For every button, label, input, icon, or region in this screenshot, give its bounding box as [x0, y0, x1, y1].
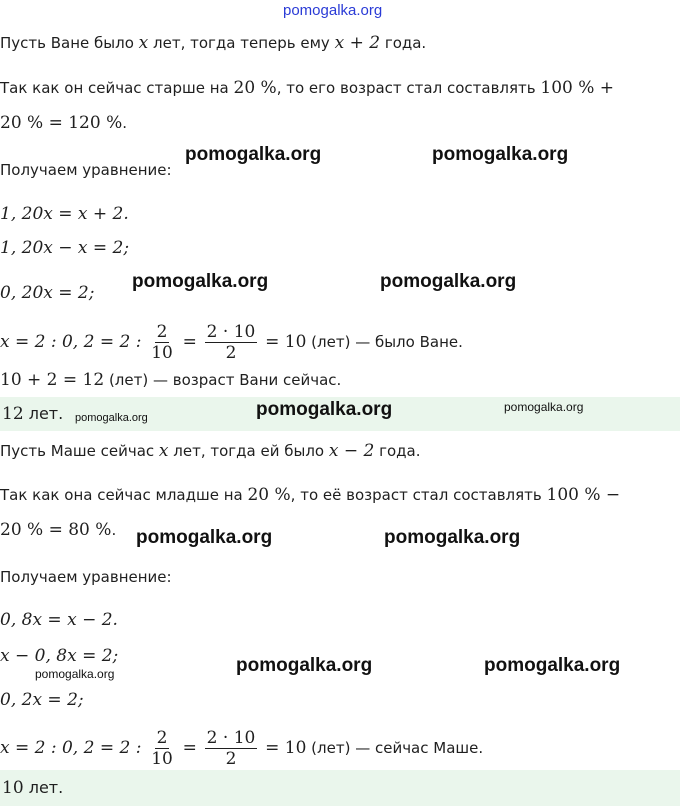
- math-result: = 10: [265, 738, 307, 758]
- answer-text: [2, 404, 63, 424]
- problem2-answer: [0, 770, 680, 806]
- text: Так как он сейчас старше на: [0, 79, 234, 97]
- problem1-statement-line3: [0, 113, 127, 133]
- numerator: 2: [156, 322, 168, 342]
- watermark: pomogalka.org: [432, 144, 569, 165]
- watermark: pomogalka.org: [484, 655, 621, 676]
- problem2-equation-heading: Получаем уравнение:: [0, 568, 172, 586]
- math-percent: 20 %: [247, 485, 291, 505]
- answer-text: [2, 778, 63, 798]
- math-eq: =: [182, 332, 197, 352]
- text: Так как она сейчас младше на: [0, 486, 248, 504]
- problem1-statement-line1: [0, 33, 426, 53]
- watermark: pomogalka.org: [136, 527, 273, 548]
- problem1-equation-heading: Получаем уравнение:: [0, 161, 172, 179]
- math-eq: =: [182, 738, 197, 758]
- problem2-statement-line1: [0, 441, 421, 461]
- denominator: 2: [225, 749, 237, 769]
- watermark: pomogalka.org: [256, 399, 393, 420]
- math-expr: x + 2: [334, 33, 381, 53]
- math-expr: x = 2 : 0, 2 = 2 :: [0, 738, 142, 758]
- text: , то его возраст стал составлять: [276, 79, 541, 97]
- numerator: 2 · 10: [206, 728, 256, 748]
- text: года.: [380, 34, 427, 52]
- denominator: 10: [151, 343, 173, 363]
- watermark: pomogalka.org: [75, 412, 148, 424]
- text: .: [111, 521, 117, 539]
- numerator: 2 · 10: [206, 322, 256, 342]
- fraction: [205, 322, 258, 363]
- problem1-eq5: [0, 370, 341, 390]
- problem2-eq4: [0, 724, 483, 772]
- watermark: pomogalka.org: [185, 144, 322, 165]
- text: Пусть Ване было: [0, 34, 139, 52]
- problem2-eq1: 0, 8x = x − 2.: [0, 610, 118, 630]
- fraction: [149, 322, 175, 363]
- math-result: = 10: [265, 332, 307, 352]
- answer-number: 10: [2, 778, 24, 798]
- text: (лет) — возраст Вани сейчас.: [104, 371, 342, 389]
- text: , то её возраст стал составлять: [290, 486, 547, 504]
- watermark: pomogalka.org: [504, 400, 584, 414]
- fraction: [205, 728, 258, 769]
- denominator: 2: [225, 343, 237, 363]
- text: года.: [374, 442, 421, 460]
- problem1-eq2: 1, 20x − x = 2;: [0, 238, 130, 258]
- watermark: pomogalka.org: [380, 271, 517, 292]
- math-percent: 20 %: [233, 78, 277, 98]
- numerator: 2: [156, 728, 168, 748]
- answer-unit: лет.: [23, 404, 64, 423]
- text: (лет) — было Ване.: [306, 333, 463, 351]
- math-var: x: [138, 33, 149, 53]
- text: .: [122, 114, 128, 132]
- watermark: pomogalka.org: [35, 667, 115, 681]
- math-expr: 20 % = 120 %: [0, 113, 123, 133]
- math-expr: 100 % −: [546, 485, 621, 505]
- problem2-eq3: 0, 2x = 2;: [0, 690, 84, 710]
- problem2-statement-line3: [0, 520, 116, 540]
- math-expr: x = 2 : 0, 2 = 2 :: [0, 332, 142, 352]
- problem2-eq2: x − 0, 8x = 2;: [0, 646, 119, 666]
- watermark: pomogalka.org: [132, 271, 269, 292]
- answer-number: 12: [2, 404, 24, 424]
- text: лет, тогда ей было: [168, 442, 329, 460]
- watermark: pomogalka.org: [384, 527, 521, 548]
- denominator: 10: [151, 749, 173, 769]
- math-var: x: [158, 441, 169, 461]
- problem1-eq1: 1, 20x = x + 2.: [0, 204, 129, 224]
- watermark-top[interactable]: pomogalka.org: [283, 2, 383, 19]
- text: лет, тогда теперь ему: [148, 34, 335, 52]
- math-expr: 100 % +: [540, 78, 615, 98]
- math-expr: 10 + 2 = 12: [0, 370, 105, 390]
- problem1-statement-line2: [0, 78, 614, 98]
- fraction: [149, 728, 175, 769]
- text: Пусть Маше сейчас: [0, 442, 159, 460]
- math-expr: 20 % = 80 %: [0, 520, 112, 540]
- answer-unit: лет.: [23, 778, 64, 797]
- problem1-eq3: 0, 20x = 2;: [0, 283, 95, 303]
- math-expr: x − 2: [328, 441, 375, 461]
- problem1-eq4: [0, 318, 463, 366]
- text: (лет) — сейчас Маше.: [306, 739, 484, 757]
- watermark: pomogalka.org: [236, 655, 373, 676]
- problem2-statement-line2: [0, 485, 620, 505]
